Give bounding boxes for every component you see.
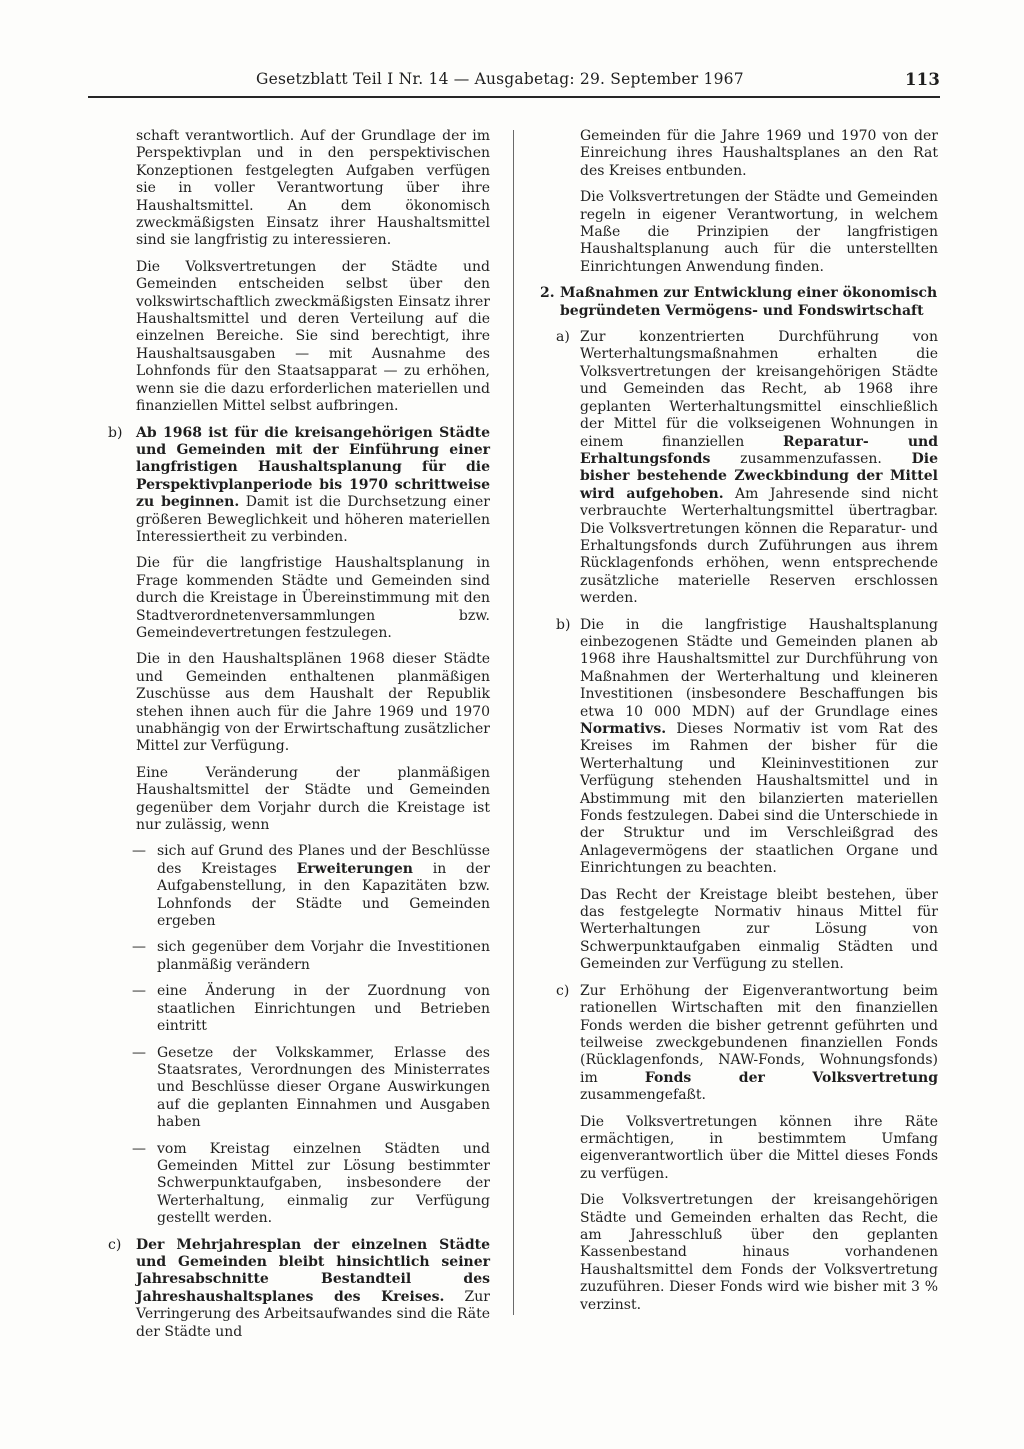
text-span: Zur Verringerung des Arbeitsaufwandes sind die Räte der Städte und xyxy=(136,1288,490,1340)
text-span: eine Änderung in der Zuordnung von staatlichen Einrichtungen und Betrieben eintritt xyxy=(157,983,490,1035)
dash-bullet: — xyxy=(132,939,146,956)
dash-bullet: — xyxy=(132,983,146,1000)
text-span: zusammenzufassen. xyxy=(710,450,912,467)
list-label: b) xyxy=(556,616,571,633)
paragraph: Die Volksvertretungen der Städte und Gemeinden regeln in eigener Verantwortung, in welchem Maße die Prinzipien der langfristigen Haushaltsplanung auch für die unterstellten Einrichtungen Anwendung finden. xyxy=(580,189,938,275)
list-label: a) xyxy=(556,329,570,346)
paragraph: Die Volksvertretungen der Städte und Gemeinden entscheiden selbst über den volkswirtschaftlich zweckmäßigsten Einsatz ihrer Haushaltsmittel und deren Verteilung auf die einzelnen Bereiche. Sie sind berechtigt, ihre Haushaltsausgaben — mit Ausnahme des Lohnfonds für den Staatsapparat — zu erhöhen, wenn sie die dazu erforderlichen materiellen und finanziellen Mittel selbst aufbringen. xyxy=(136,258,490,415)
text-span: Gesetze der Volkskammer, Erlasse des Staatsrates, Verordnungen des Ministerrates und Beschlüsse dieser Organe Auswirkungen auf die geplanten Einnahmen und Ausgaben haben xyxy=(157,1044,490,1131)
text-span: Die in die langfristige Haushaltsplanung einbezogenen Städte und Gemeinden planen ab 1968 ihre Haushaltsmittel zur Durchführung von Maßnahmen der Werterhaltung und kleineren Investitionen (insbesondere Beschaffungen bis etwa 10 000 MDN) auf der Grundlage eines xyxy=(580,616,938,720)
list-item-b xyxy=(540,617,938,878)
text-span: Damit ist die Durchsetzung einer größeren Beweglichkeit und höheren materiellen Interessiertheit zu verbinden. xyxy=(136,494,490,545)
paragraph: Die in den Haushaltsplänen 1968 dieser Städte und Gemeinden enthaltenen planmäßigen Zuschüsse aus dem Haushalt der Republik stehen ihnen auch für die Jahre 1969 und 1970 unabhängig von der Erwirtschaftung zusätzlicher Mittel zur Verfügung. xyxy=(136,651,490,755)
section-heading xyxy=(540,285,938,320)
text-span: Zur konzentrierten Durchführung von Werterhaltungsmaßnahmen erhalten die Volksvertretungen der kreisangehörigen Städte und Gemeinden das Recht, ab 1968 ihre geplanten Werterhaltungsmittel einschließlich der Mittel für die volkseigenen Wohnungen in einem finanziellen xyxy=(580,329,938,450)
list-item-c xyxy=(540,983,938,1105)
bold-text: Ab 1968 ist für die kreisangehörigen Städte und Gemeinden mit der Einführung einer langfristigen Haushaltsplanung für die Perspektivplanperiode bis 1970 schrittweise zu beginnen. xyxy=(136,424,490,511)
bold-text: Erweiterungen xyxy=(296,860,413,877)
bold-text: Die bisher bestehende Zweckbindung der Mittel wird aufgehoben. xyxy=(580,450,938,502)
dash-list-item xyxy=(108,939,490,974)
text-span: sich auf Grund des Planes und der Beschlüsse des Kreistages xyxy=(157,843,490,877)
bold-text: Der Mehrjahresplan der einzelnen Städte und Gemeinden bleibt hinsichtlich seiner Jahresabschnitte Bestandteil des Jahreshaushaltsplanes des Kreises. xyxy=(136,1236,490,1305)
list-label: b) xyxy=(108,424,123,441)
dash-bullet: — xyxy=(132,1140,146,1157)
bold-text: Normativs. xyxy=(580,721,667,737)
page-header xyxy=(88,66,940,96)
text-span: Am Jahresende sind nicht verbrauchte Werterhaltungsmittel übertragbar. Die Volksvertretungen können die Reparatur- und Erhaltungsfonds durch Zuführungen aus ihrem Rücklagenfonds erhöhen, wenn entsprechende zusätzliche materielle Reserven erschlossen werden. xyxy=(580,485,938,607)
paragraph: Das Recht der Kreistage bleibt bestehen, über das festgelegte Normativ hinaus Mittel für Werterhaltungen zur Lösung von Schwerpunktaufgaben einmalig Städten und Gemeinden zur Verfügung zu stellen. xyxy=(580,886,938,973)
section-heading-text: Maßnahmen zur Entwicklung einer ökonomisch begründeten Vermögens- und Fondswirtschaft xyxy=(560,285,938,319)
section-number: 2. xyxy=(540,285,555,302)
dash-list-item xyxy=(108,1141,490,1228)
dash-list-item xyxy=(108,983,490,1035)
list-item-c xyxy=(108,1237,490,1341)
dash-list-item xyxy=(108,1045,490,1132)
column-divider xyxy=(513,130,514,1315)
list-item-b xyxy=(108,425,490,547)
paragraph: Die Volksvertretungen der kreisangehörigen Städte und Gemeinden erhalten das Recht, die am Jahresschluß über den geplanten Kassenbestand hinaus vorhandenen Haushaltsmittel dem Fonds der Volksvertretung zuzuführen. Dieser Fonds wird wie bisher mit 3 % verzinst. xyxy=(580,1192,938,1313)
bold-text: Fonds der Volksvertretung xyxy=(644,1069,938,1086)
list-label: c) xyxy=(108,1236,122,1253)
page-header-title: Gesetzblatt Teil I Nr. 14 — Ausgabetag: 29. September 1967 xyxy=(256,70,744,88)
text-span: Dieses Normativ ist vom Rat des Kreises im Rahmen der bisher für die Werterhaltung und Kleininvestitionen zur Verfügung stehenden Haushaltsmittel und in Abstimmung mit den bilanzierten materiellen Fonds festzulegen. Dabei sind die Unterschiede in der Struktur und im Verschleißgrad des Anlagevermögens der staatlichen Organe und Einrichtungen zu beachten. xyxy=(580,721,938,877)
list-item-a xyxy=(540,329,938,608)
dash-list-item xyxy=(108,843,490,930)
dash-bullet: — xyxy=(132,1044,146,1061)
text-span: vom Kreistag einzelnen Städten und Gemeinden Mittel zur Lösung bestimmter Schwerpunktaufgaben, insbesondere der Werterhaltung, einmalig zur Verfügung gestellt werden. xyxy=(157,1140,490,1227)
list-label: c) xyxy=(556,982,570,999)
text-span: in der Aufgabenstellung, in den Kapazitäten bzw. Lohnfonds der Städte und Gemeinden ergeben xyxy=(157,860,490,930)
paragraph: Die Volksvertretungen können ihre Räte ermächtigen, in bestimmtem Umfang eigenverantwortlich über die Mittel dieses Fonds zu verfügen. xyxy=(580,1113,938,1182)
page-number: 113 xyxy=(904,70,940,89)
left-column xyxy=(108,128,490,1350)
paragraph: Eine Veränderung der planmäßigen Haushaltsmittel der Städte und Gemeinden gegenüber dem Vorjahr durch die Kreistage ist nur zulässig, wenn xyxy=(136,764,490,834)
paragraph: Die für die langfristige Haushaltsplanung in Frage kommenden Städte und Gemeinden sind durch die Kreistage in Übereinstimmung mit den Stadtverordnetenversammlungen bzw. Gemeindevertretungen festzulegen. xyxy=(136,555,490,641)
text-span: sich gegenüber dem Vorjahr die Investitionen planmäßig verändern xyxy=(157,939,490,973)
text-span: Zur Erhöhung der Eigenverantwortung beim rationellen Wirtschaften mit den finanziellen Fonds werden die bisher getrennt geführten und teilweise zweckgebundenen finanziellen Fonds (Rücklagenfonds, NAW-Fonds, Wohnungsfonds) im xyxy=(580,982,938,1086)
header-rule xyxy=(88,96,940,98)
paragraph: Gemeinden für die Jahre 1969 und 1970 von der Einreichung ihres Haushaltsplanes an den Rat des Kreises entbunden. xyxy=(580,128,938,179)
right-column xyxy=(540,128,938,1323)
dash-bullet: — xyxy=(132,843,146,860)
bold-text: Reparatur- und Erhaltungsfonds xyxy=(580,433,938,467)
text-span: zusammengefaßt. xyxy=(580,1087,706,1104)
paragraph: schaft verantwortlich. Auf der Grundlage der im Perspektivplan und in den perspektivischen Konzeptionen festgelegten Aufgaben verfügen sie in voller Verantwortung über ihre Haushaltsmittel. An dem ökonomisch zweckmäßigsten Einsatz ihrer Haushaltsmittel sind sie langfristig zu interessieren. xyxy=(136,128,490,249)
